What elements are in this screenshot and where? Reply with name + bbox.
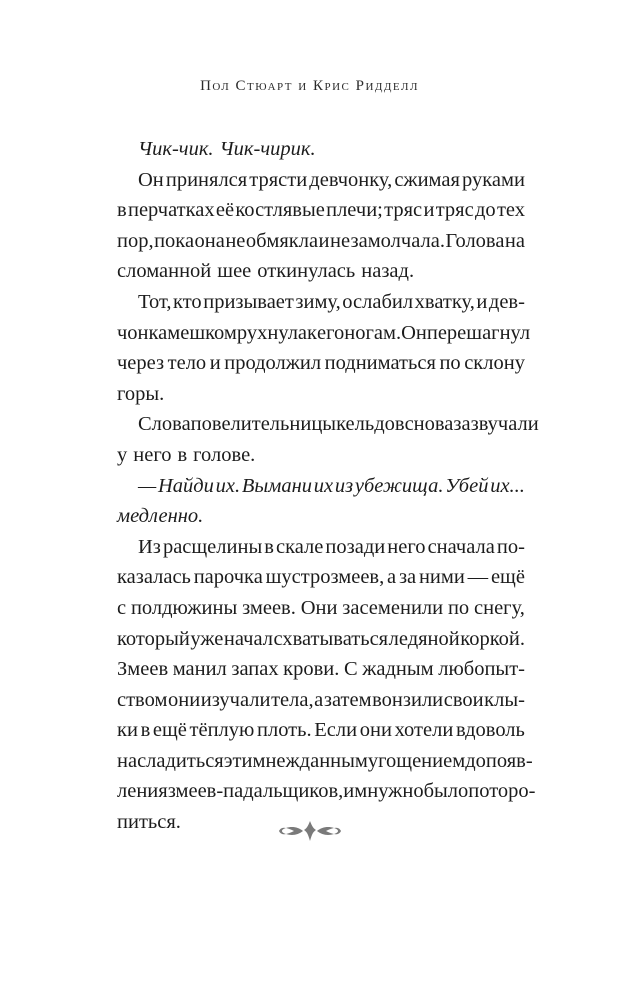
text-line: насладиться этим нежданным угощением до появ- xyxy=(117,749,533,772)
text-line: сломанной шее откинулась назад. xyxy=(117,260,415,283)
text-line: ления змеев-падальщиков, им нужно было поторо- xyxy=(117,780,536,803)
text-line: казалась парочка шустрозмеев, а за ними — ещё xyxy=(117,566,525,589)
body-text xyxy=(117,134,539,838)
text-line: — Найди их. Вымани их из убежища. Убей их... xyxy=(138,474,525,497)
text-line: горы. xyxy=(117,382,165,405)
text-line: который уже начал схватываться ледяной коркой. xyxy=(117,627,525,650)
text-line: Из расщелины в скале позади него сначала по- xyxy=(138,535,525,558)
text-line: Он принялся трясти девчонку, сжимая руками xyxy=(138,168,525,191)
running-head: Пол Стюарт и Крис Ридделл xyxy=(200,78,419,94)
text-line: медленно. xyxy=(117,505,204,528)
text-line: Тот, кто призывает зиму, ослабил хватку, и дев- xyxy=(138,290,525,313)
fleuron-icon xyxy=(0,820,619,842)
text-line: Слова повелительницы кельдов снова зазвучали xyxy=(138,413,539,436)
text-line: чонка мешком рухнула к его ногам. Он перешагнул xyxy=(117,321,531,344)
text-line: у него в голове. xyxy=(117,443,256,466)
text-line: питься. xyxy=(117,811,181,834)
text-line: ством они изучали тела, а затем вонзили свои клы- xyxy=(117,688,525,711)
text-line: с полдюжины змеев. Они засеменили по снегу, xyxy=(117,596,525,619)
text-line: ки в ещё тёплую плоть. Если они хотели вдоволь xyxy=(117,719,525,742)
text-line: пор, пока она не обмякла и не замолчала. Голова на xyxy=(117,229,525,252)
text-line: Чик-чик. Чик-чирик. xyxy=(138,138,316,160)
text-line: Змеев манил запах крови. С жадным любопыт- xyxy=(117,658,525,681)
fleuron-icon-svg xyxy=(278,820,342,842)
text-line: через тело и продолжил подниматься по склону xyxy=(117,352,525,375)
text-line: в перчатках её костлявые плечи; тряс и тряс до тех xyxy=(117,199,525,222)
